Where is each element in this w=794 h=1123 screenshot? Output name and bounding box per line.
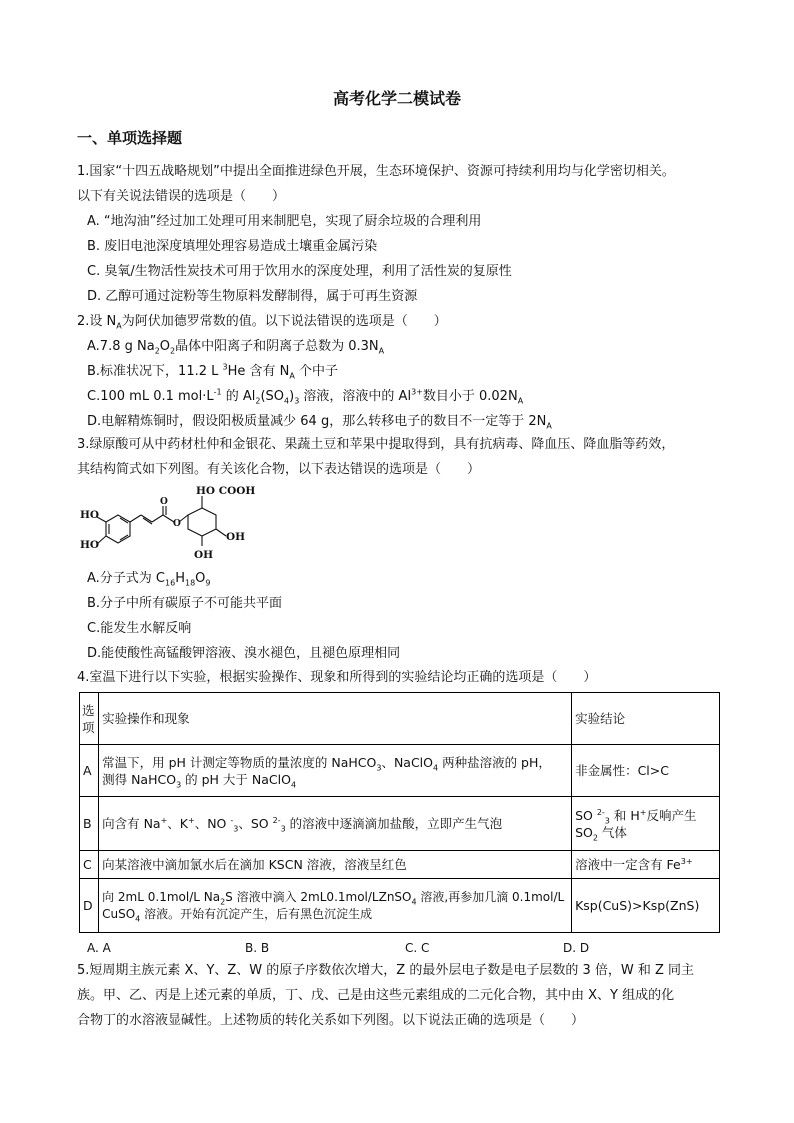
row-a-conclusion: 非金属性：Cl>C xyxy=(572,745,720,797)
q5-line1: 5.短周期主族元素 X、Y、Z、W 的原子序数依次增大，Z 的最外层电子数是电子层数的 3 倍，W 和 Z 同主 xyxy=(77,963,695,978)
table-header-row xyxy=(80,693,720,745)
q4-answer-d: D. D xyxy=(563,941,590,955)
q2-stem: 2.设 $N_A$为阿伏加德罗常数的值。以下说法错误的选项是（ ） xyxy=(77,314,447,331)
row-d-conclusion: Ksp(CuS)>Ksp(ZnS) xyxy=(572,879,720,933)
q3-option-a: A.分子式为 $C_{16}H_{18}O_9$ xyxy=(87,571,211,588)
q3-option-d: D.能使酸性高锰酸钾溶液、溴水褪色，且褪色原理相同 xyxy=(87,646,401,661)
q2-option-b: B.标准状况下，11.2 L $^3$He 含有 $N_A$ 个中子 xyxy=(87,362,338,381)
q3-stem-line2: 其结构简式如下列图。有关该化合物，以下表达错误的选项是（ ） xyxy=(77,462,481,477)
table-row xyxy=(80,745,720,797)
row-c-operation: 向某溶液中滴加氯水后在滴加 KSCN 溶液，溶液呈红色 xyxy=(99,851,572,879)
q4-answer-b: B. B xyxy=(245,941,270,955)
mol-o-carbonyl: O xyxy=(160,497,168,507)
q1-option-d: D. 乙醇可通过淀粉等生物原料发酵制得，属于可再生资源 xyxy=(87,289,418,304)
section-heading: 一、单项选择题 xyxy=(77,129,183,147)
mol-o-ester: O xyxy=(173,519,181,529)
row-d-operation: 向 2mL 0.1mol/L $Na_2S$ 溶液中滴入 2mL0.1mol/LZnSO$_4$ 溶液,再参加几滴 0.1mol/L CuSO$_4$ 溶液。开始有沉淀产生，后有黑色沉淀生成 xyxy=(99,879,572,933)
row-a-operation: 常温下，用 pH 计测定等物质的量浓度的 NaHCO$_3$、NaClO$_4$ 两种盐溶液的 pH， 测得 NaHCO$_3$ 的 pH 大于 NaClO$_4$ xyxy=(99,745,572,797)
chlorogenic-acid-structure xyxy=(78,484,268,566)
mol-oh-bottom: OH xyxy=(194,549,214,561)
q1-option-c: C. 臭氧/生物活性炭技术可用于饮用水的深度处理，利用了活性炭的复原性 xyxy=(87,264,512,279)
mol-ho-top: HO xyxy=(80,509,100,521)
q4-answer-c: C. C xyxy=(405,941,430,955)
q3-stem-line1: 3.绿原酸可从中药材杜仲和金银花、果蔬土豆和苹果中提取得到，具有抗病毒、降血压、降血脂等药效， xyxy=(77,437,675,452)
q5-line2: 族。甲、乙、丙是上述元素的单质，丁、戊、己是由这些元素组成的二元化合物，其中由 X、Y 组成的化 xyxy=(77,988,675,1003)
row-a-label: A xyxy=(80,745,99,797)
exam-title: 高考化学二模试卷 xyxy=(332,89,461,108)
q4-answer-a: A. A xyxy=(87,941,111,955)
q3-option-b: B.分子中所有碳原子不可能共平面 xyxy=(87,596,283,611)
mol-ho-cooh: HO COOH xyxy=(196,485,256,497)
table-row xyxy=(80,851,720,879)
q1-stem-line2: 以下有关说法错误的选项是（ ） xyxy=(77,189,286,204)
table-row xyxy=(80,797,720,851)
row-c-conclusion: 溶液中一定含有 $Fe^{3+}$ xyxy=(572,851,720,879)
row-d-label: D xyxy=(80,879,99,933)
q1-option-a: A. “地沟油”经过加工处理可用来制肥皂，实现了厨余垃圾的合理利用 xyxy=(87,214,482,229)
mol-ho-bottom: HO xyxy=(80,539,100,551)
row-b-label: B xyxy=(80,797,99,851)
mol-oh-right: OH xyxy=(226,531,246,543)
q1-option-b: B. 废旧电池深度填埋处理容易造成土壤重金属污染 xyxy=(87,239,378,254)
q2-option-c: C.100 mL 0.1 $mol\cdot L^{-1}$ 的 $Al_2(SO_4)_3$ 溶液，溶液中的 $Al^{3+}$数目小于 $0.02N_A$ xyxy=(87,387,524,406)
q2-option-a: A.7.8 g $Na_2O_2$晶体中阳离子和阴离子总数为 $0.3N_A$ xyxy=(87,339,385,356)
q2-option-d: D.电解精炼铜时，假设阳极质量减少 64 g，那么转移电子的数目不一定等于 $2N_A$ xyxy=(87,414,552,431)
header-conclusion: 实验结论 xyxy=(572,693,720,745)
q3-option-c: C.能发生水解反响 xyxy=(87,621,192,636)
experiment-table xyxy=(79,692,720,933)
row-c-label: C xyxy=(80,851,99,879)
table-row xyxy=(80,879,720,933)
q4-stem: 4.室温下进行以下实验，根据实验操作、现象和所得到的实验结论均正确的选项是（ ） xyxy=(77,670,597,685)
row-b-conclusion: SO $^{2-}_3$ 和 H+反响产生 $SO_2$ 气体 xyxy=(572,797,720,851)
header-option: 选项 xyxy=(80,693,99,745)
q1-stem-line1: 1.国家“十四五战略规划”中提出全面推进绿色开展，生态环境保护、资源可持续利用均与化学密切相关。 xyxy=(77,164,675,179)
q5-line3: 合物丁的水溶液显碱性。上述物质的转化关系如下列图。以下说法正确的选项是（ ） xyxy=(77,1013,585,1028)
header-operation: 实验操作和现象 xyxy=(99,693,572,745)
row-b-operation: 向含有 Na+、K+、NO -$_3$、SO $^{2-}_3$ 的溶液中逐滴滴加盐酸，立即产生气泡 xyxy=(99,797,572,851)
